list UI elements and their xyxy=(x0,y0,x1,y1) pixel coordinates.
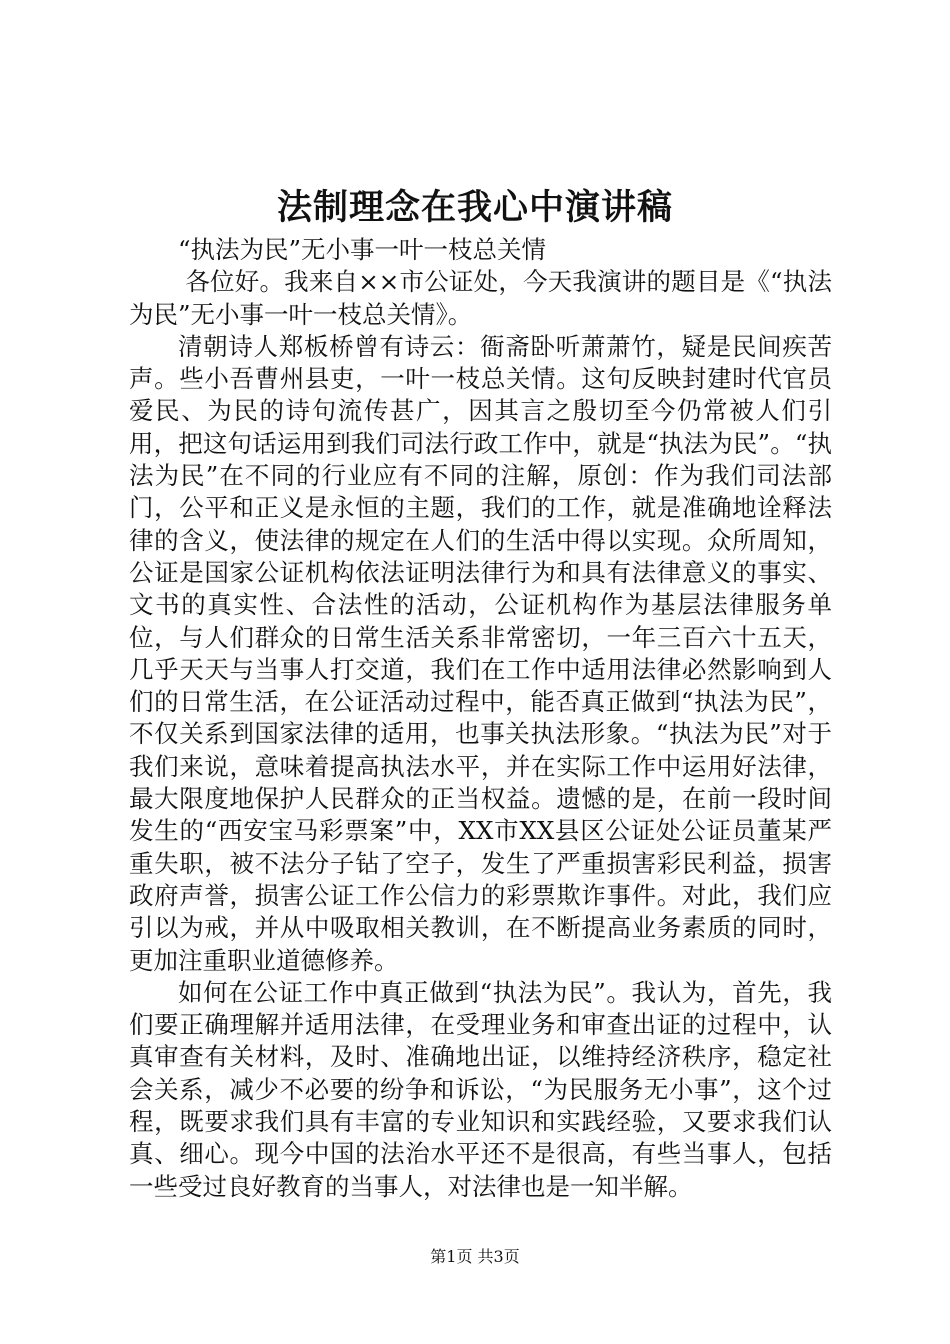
paragraph-greeting: 各位好。我来自××市公证处，今天我演讲的题目是《“执法为民”无小事一叶一枝总关情》。 xyxy=(129,267,832,329)
paragraph-body: 清朝诗人郑板桥曾有诗云：衙斋卧听萧萧竹，疑是民间疾苦声。些小吾曹州县吏，一叶一枝总关情。这句反映封建时代官员爱民、为民的诗句流传甚广，因其言之殷切至今仍常被人们引用，把这句话运用到我们司法行政工作中，就是“执法为民”。“执法为民”在不同的行业应有不同的注解，原创：作为我们司法部门，公平和正义是永恒的主题，我们的工作，就是准确地诠释法律的含义，使法律的规定在人们的生活中得以实现。众所周知，公证是国家公证机构依法证明法律行为和具有法律意义的事实、文书的真实性、合法性的活动，公证机构作为基层法律服务单位，与人们群众的日常生活关系非常密切，一年三百六十五天，几乎天天与当事人打交道，我们在工作中适用法律必然影响到人们的日常生活，在公证活动过程中，能否真正做到“执法为民”，不仅关系到国家法律的适用，也事关执法形象。“执法为民”对于我们来说，意味着提高执法水平，并在实际工作中运用好法律，最大限度地保护人民群众的正当权益。遗憾的是，在前一段时间发生的“西安宝马彩票案”中，XX市XX县区公证处公证员董某严重失职，被不法分子钻了空子，发生了严重损害彩民利益，损害政府声誉，损害公证工作公信力的彩票欺诈事件。对此，我们应引以为戒，并从中吸取相关教训，在不断提高业务素质的同时，更加注重职业道德修养。 xyxy=(129,331,832,975)
document-title: 法制理念在我心中演讲稿 xyxy=(276,187,673,228)
document-body xyxy=(129,234,832,1203)
page-number-footer: 第1页 共3页 xyxy=(430,1247,520,1266)
document-subtitle: “执法为民”无小事一叶一枝总关情 xyxy=(178,235,547,264)
paragraph-body: 如何在公证工作中真正做到“执法为民”。我认为，首先，我们要正确理解并适用法律，在受理业务和审查出证的过程中，认真审查有关材料，及时、准确地出证，以维持经济秩序，稳定社会关系，减少不必要的纷争和诉讼，“为民服务无小事”，这个过程，既要求我们具有丰富的专业知识和实践经验，又要求我们认真、细心。现今中国的法治水平还不是很高，有些当事人，包括一些受过良好教育的当事人，对法律也是一知半解。 xyxy=(129,977,832,1201)
